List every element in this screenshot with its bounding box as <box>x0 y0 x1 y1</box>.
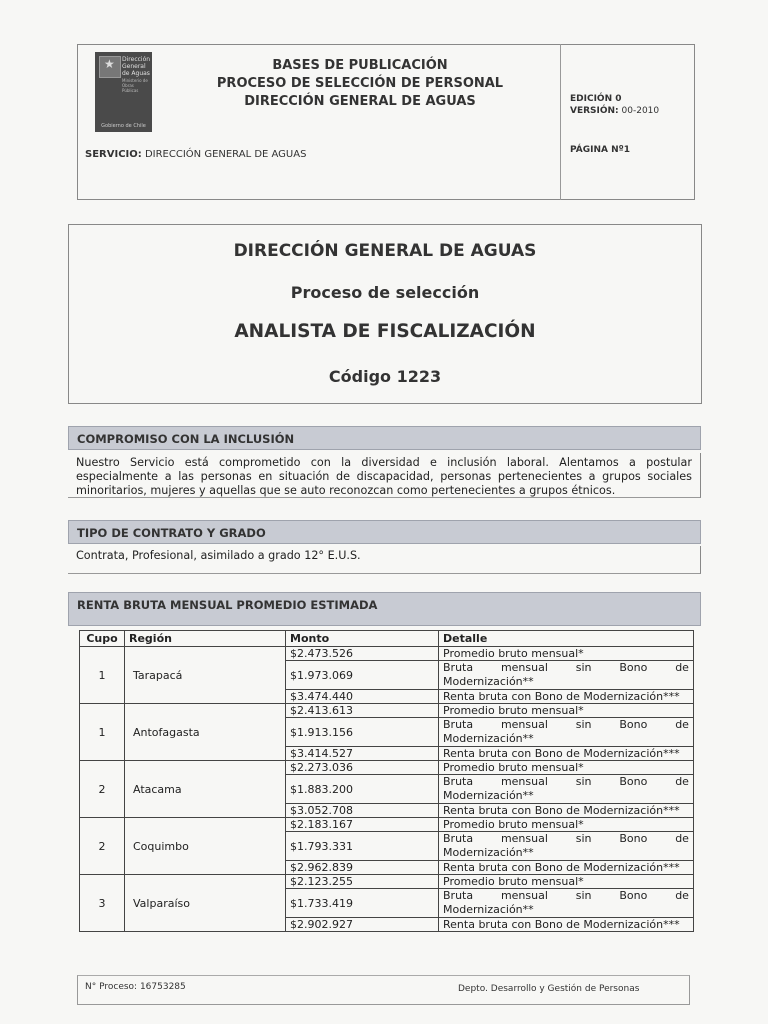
salary-heading-bar <box>68 592 701 626</box>
detail-word: sin <box>575 718 592 731</box>
detail-word: mensual <box>500 832 548 845</box>
chile-flag-icon <box>99 56 121 78</box>
detail-word: de <box>675 775 689 788</box>
col-header-cupo: Cupo <box>80 631 125 647</box>
detail-sin-bono-line2: Modernización** <box>443 846 534 859</box>
detail-word: Bono <box>619 775 648 788</box>
detail-con-bono: Renta bruta con Bono de Modernización*** <box>439 918 694 932</box>
detail-promedio: Promedio bruto mensual* <box>439 647 694 661</box>
detail-con-bono: Renta bruta con Bono de Modernización*** <box>439 861 694 875</box>
detail-con-bono: Renta bruta con Bono de Modernización*** <box>439 804 694 818</box>
cupo-cell: 2 <box>80 761 125 818</box>
contract-body: Contrata, Profesional, asimilado a grado 12° E.U.S. <box>68 546 701 574</box>
inclusion-heading-bar <box>68 426 701 450</box>
inclusion-heading: COMPROMISO CON LA INCLUSIÓN <box>77 432 295 446</box>
col-header-region: Región <box>125 631 286 647</box>
detail-con-bono: Renta bruta con Bono de Modernización*** <box>439 690 694 704</box>
logo-footer: Gobierno de Chile <box>101 123 146 129</box>
detail-sin-bono <box>439 661 694 690</box>
detail-sin-bono-line1 <box>443 889 689 903</box>
detail-word: Bruta <box>443 718 474 731</box>
contract-heading-bar <box>68 520 701 544</box>
detail-word: Bruta <box>443 775 474 788</box>
logo-subtext: Ministerio de Obras Públicas <box>122 78 148 93</box>
detail-sin-bono <box>439 832 694 861</box>
cupo-cell: 1 <box>80 704 125 761</box>
monto-cell: $1.913.156 <box>286 718 439 747</box>
contract-heading: TIPO DE CONTRATO Y GRADO <box>77 526 266 540</box>
col-header-detalle: Detalle <box>439 631 694 647</box>
detail-word: de <box>675 661 689 674</box>
detail-word: Bruta <box>443 832 474 845</box>
detail-word: Bono <box>619 718 648 731</box>
detail-sin-bono <box>439 718 694 747</box>
region-cell: Atacama <box>125 761 286 818</box>
table-row <box>80 761 694 775</box>
detail-word: de <box>675 832 689 845</box>
monto-cell: $2.473.526 <box>286 647 439 661</box>
table-row <box>80 704 694 718</box>
monto-cell: $1.973.069 <box>286 661 439 690</box>
page-number: PÁGINA Nº1 <box>570 145 630 155</box>
header-title-line-1: BASES DE PUBLICACIÓN <box>272 58 448 73</box>
detail-word: de <box>675 889 689 902</box>
salary-heading: RENTA BRUTA MENSUAL PROMEDIO ESTIMADA <box>77 598 378 612</box>
region-cell: Coquimbo <box>125 818 286 875</box>
monto-cell: $1.733.419 <box>286 889 439 918</box>
detail-word: Bono <box>619 889 648 902</box>
detail-sin-bono-line1 <box>443 718 689 732</box>
table-row <box>80 647 694 661</box>
monto-cell: $2.183.167 <box>286 818 439 832</box>
cupo-cell: 2 <box>80 818 125 875</box>
service-line <box>85 149 306 160</box>
inclusion-body: Nuestro Servicio está comprometido con la diversidad e inclusión laboral. Alentamos a postular especialmente a las personas en situación de discapacidad, personas pertenecientes a grupos sociales minoritarios, mujeres y aquellas que se auto reconozcan como pertenecientes a grupos étnicos. <box>68 453 701 498</box>
detail-word: Bruta <box>443 661 474 674</box>
cupo-cell: 1 <box>80 647 125 704</box>
header-divider <box>560 44 561 200</box>
region-cell: Valparaíso <box>125 875 286 932</box>
detail-sin-bono-line2: Modernización** <box>443 789 534 802</box>
detail-word: mensual <box>500 775 548 788</box>
detail-sin-bono-line2: Modernización** <box>443 903 534 916</box>
version-line <box>570 106 659 116</box>
detail-word: mensual <box>500 889 548 902</box>
detail-sin-bono <box>439 889 694 918</box>
dga-logo <box>95 52 152 132</box>
detail-promedio: Promedio bruto mensual* <box>439 818 694 832</box>
detail-word: Bono <box>619 661 648 674</box>
code-title: Código 1223 <box>328 367 442 386</box>
detail-promedio: Promedio bruto mensual* <box>439 704 694 718</box>
detail-sin-bono-line2: Modernización** <box>443 675 534 688</box>
detail-promedio: Promedio bruto mensual* <box>439 761 694 775</box>
detail-word: mensual <box>500 661 548 674</box>
table-row <box>80 818 694 832</box>
region-cell: Antofagasta <box>125 704 286 761</box>
region-cell: Tarapacá <box>125 647 286 704</box>
table-header-row <box>80 631 694 647</box>
detail-word: de <box>675 718 689 731</box>
detail-sin-bono <box>439 775 694 804</box>
detail-con-bono: Renta bruta con Bono de Modernización*** <box>439 747 694 761</box>
department-name: Depto. Desarrollo y Gestión de Personas <box>458 984 640 994</box>
monto-cell: $2.273.036 <box>286 761 439 775</box>
process-number: N° Proceso: 16753285 <box>85 982 186 992</box>
table-row <box>80 875 694 889</box>
monto-cell: $2.123.255 <box>286 875 439 889</box>
position-title: ANALISTA DE FISCALIZACIÓN <box>234 321 536 342</box>
detail-word: mensual <box>500 718 548 731</box>
logo-text: Dirección General de Aguas <box>122 56 151 77</box>
org-title: DIRECCIÓN GENERAL DE AGUAS <box>233 241 537 261</box>
service-value: DIRECCIÓN GENERAL DE AGUAS <box>144 149 307 160</box>
header-title-line-2: PROCESO DE SELECCIÓN DE PERSONAL <box>216 76 504 91</box>
monto-cell: $3.474.440 <box>286 690 439 704</box>
edition-label: EDICIÓN 0 <box>570 94 622 104</box>
detail-word: sin <box>575 775 592 788</box>
version-value: 00-2010 <box>621 106 660 116</box>
detail-sin-bono-line1 <box>443 832 689 846</box>
process-title: Proceso de selección <box>290 283 480 302</box>
version-label: VERSIÓN: <box>570 106 619 116</box>
salary-table <box>79 630 694 932</box>
detail-word: sin <box>575 832 592 845</box>
monto-cell: $2.413.613 <box>286 704 439 718</box>
detail-word: Bono <box>619 832 648 845</box>
cupo-cell: 3 <box>80 875 125 932</box>
col-header-monto: Monto <box>286 631 439 647</box>
detail-word: sin <box>575 889 592 902</box>
monto-cell: $3.414.527 <box>286 747 439 761</box>
detail-promedio: Promedio bruto mensual* <box>439 875 694 889</box>
monto-cell: $3.052.708 <box>286 804 439 818</box>
monto-cell: $1.793.331 <box>286 832 439 861</box>
monto-cell: $2.962.839 <box>286 861 439 875</box>
detail-word: Bruta <box>443 889 474 902</box>
monto-cell: $1.883.200 <box>286 775 439 804</box>
detail-word: sin <box>575 661 592 674</box>
service-label: SERVICIO: <box>85 149 142 160</box>
detail-sin-bono-line2: Modernización** <box>443 732 534 745</box>
detail-sin-bono-line1 <box>443 775 689 789</box>
detail-sin-bono-line1 <box>443 661 689 675</box>
monto-cell: $2.902.927 <box>286 918 439 932</box>
header-title-line-3: DIRECCIÓN GENERAL DE AGUAS <box>244 94 476 109</box>
